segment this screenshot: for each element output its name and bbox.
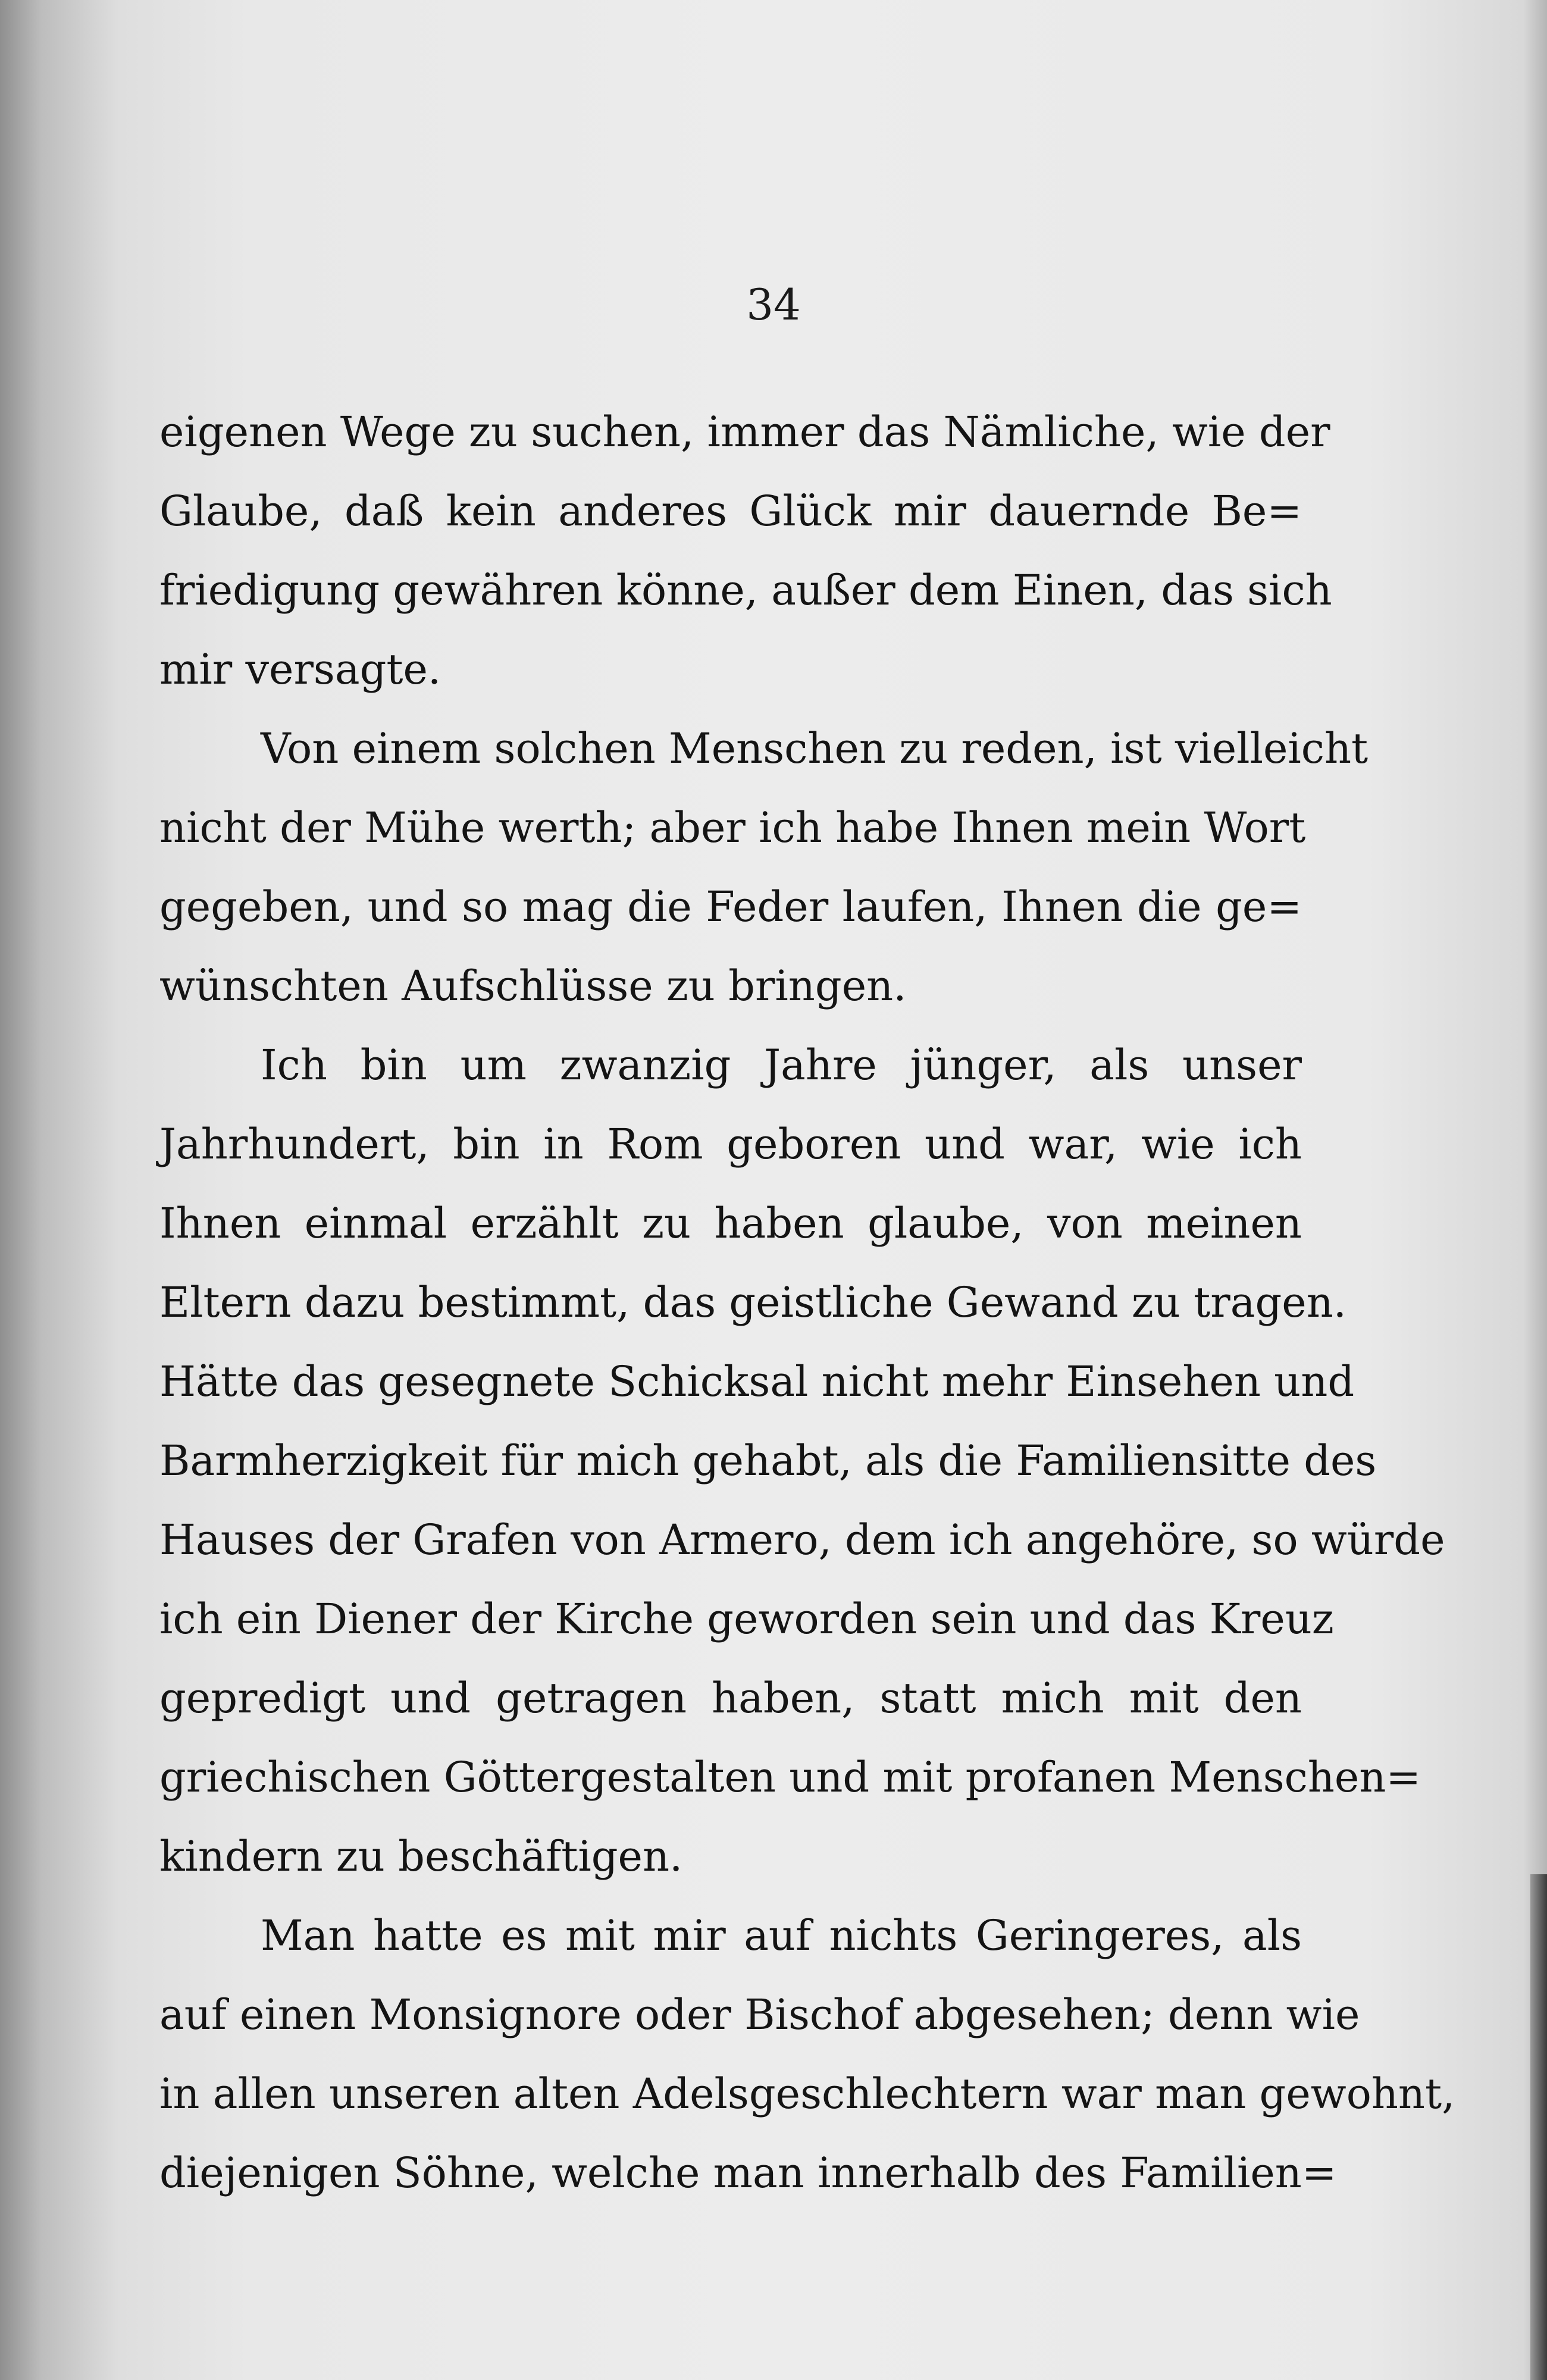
text-line: Hätte das gesegnete Schicksal nicht mehr Einsehen und bbox=[159, 1357, 1355, 1406]
text-line: eigenen Wege zu suchen, immer das Nämliche, wie der bbox=[159, 408, 1330, 456]
text-line: kindern zu beschäftigen. bbox=[159, 1832, 683, 1881]
text-line: Man hatte es mit mir auf nichts Geringeres, als bbox=[261, 1911, 1302, 1960]
text-line: Jahrhundert, bin in Rom geboren und war, wie ich bbox=[159, 1120, 1302, 1169]
text-line: friedigung gewähren könne, außer dem Einen, das sich bbox=[159, 566, 1332, 615]
text-line: Barmherzigkeit für mich gehabt, als die Familiensitte des bbox=[159, 1436, 1377, 1485]
text-line: gegeben, und so mag die Feder laufen, Ihnen die ge= bbox=[159, 882, 1302, 931]
text-line: ich ein Diener der Kirche geworden sein und das Kreuz bbox=[159, 1595, 1334, 1643]
page-number: 34 bbox=[746, 280, 801, 330]
text-line: nicht der Mühe werth; aber ich habe Ihnen mein Wort bbox=[159, 803, 1306, 852]
text-line: griechischen Göttergestalten und mit profanen Menschen= bbox=[159, 1753, 1421, 1802]
text-line: Glaube, daß kein anderes Glück mir dauernde Be= bbox=[159, 487, 1302, 536]
text-line: Von einem solchen Menschen zu reden, ist vielleicht bbox=[261, 724, 1368, 773]
text-line: in allen unseren alten Adelsgeschlechtern war man gewohnt, bbox=[159, 2069, 1455, 2118]
text-line: auf einen Monsignore oder Bischof abgesehen; denn wie bbox=[159, 1990, 1360, 2039]
text-line: diejenigen Söhne, welche man innerhalb des Familien= bbox=[159, 2149, 1337, 2197]
text-line: Hauses der Grafen von Armero, dem ich angehöre, so würde bbox=[159, 1515, 1445, 1564]
text-line: mir versagte. bbox=[159, 645, 441, 694]
body-text bbox=[159, 393, 1455, 2213]
text-line: Eltern dazu bestimmt, das geistliche Gewand zu tragen. bbox=[159, 1278, 1347, 1327]
text-line: wünschten Aufschlüsse zu bringen. bbox=[159, 962, 907, 1010]
text-line: Ich bin um zwanzig Jahre jünger, als unser bbox=[261, 1041, 1302, 1089]
text-line: gepredigt und getragen haben, statt mich mit den bbox=[159, 1674, 1302, 1723]
text-line: Ihnen einmal erzählt zu haben glaube, von meinen bbox=[159, 1199, 1302, 1248]
